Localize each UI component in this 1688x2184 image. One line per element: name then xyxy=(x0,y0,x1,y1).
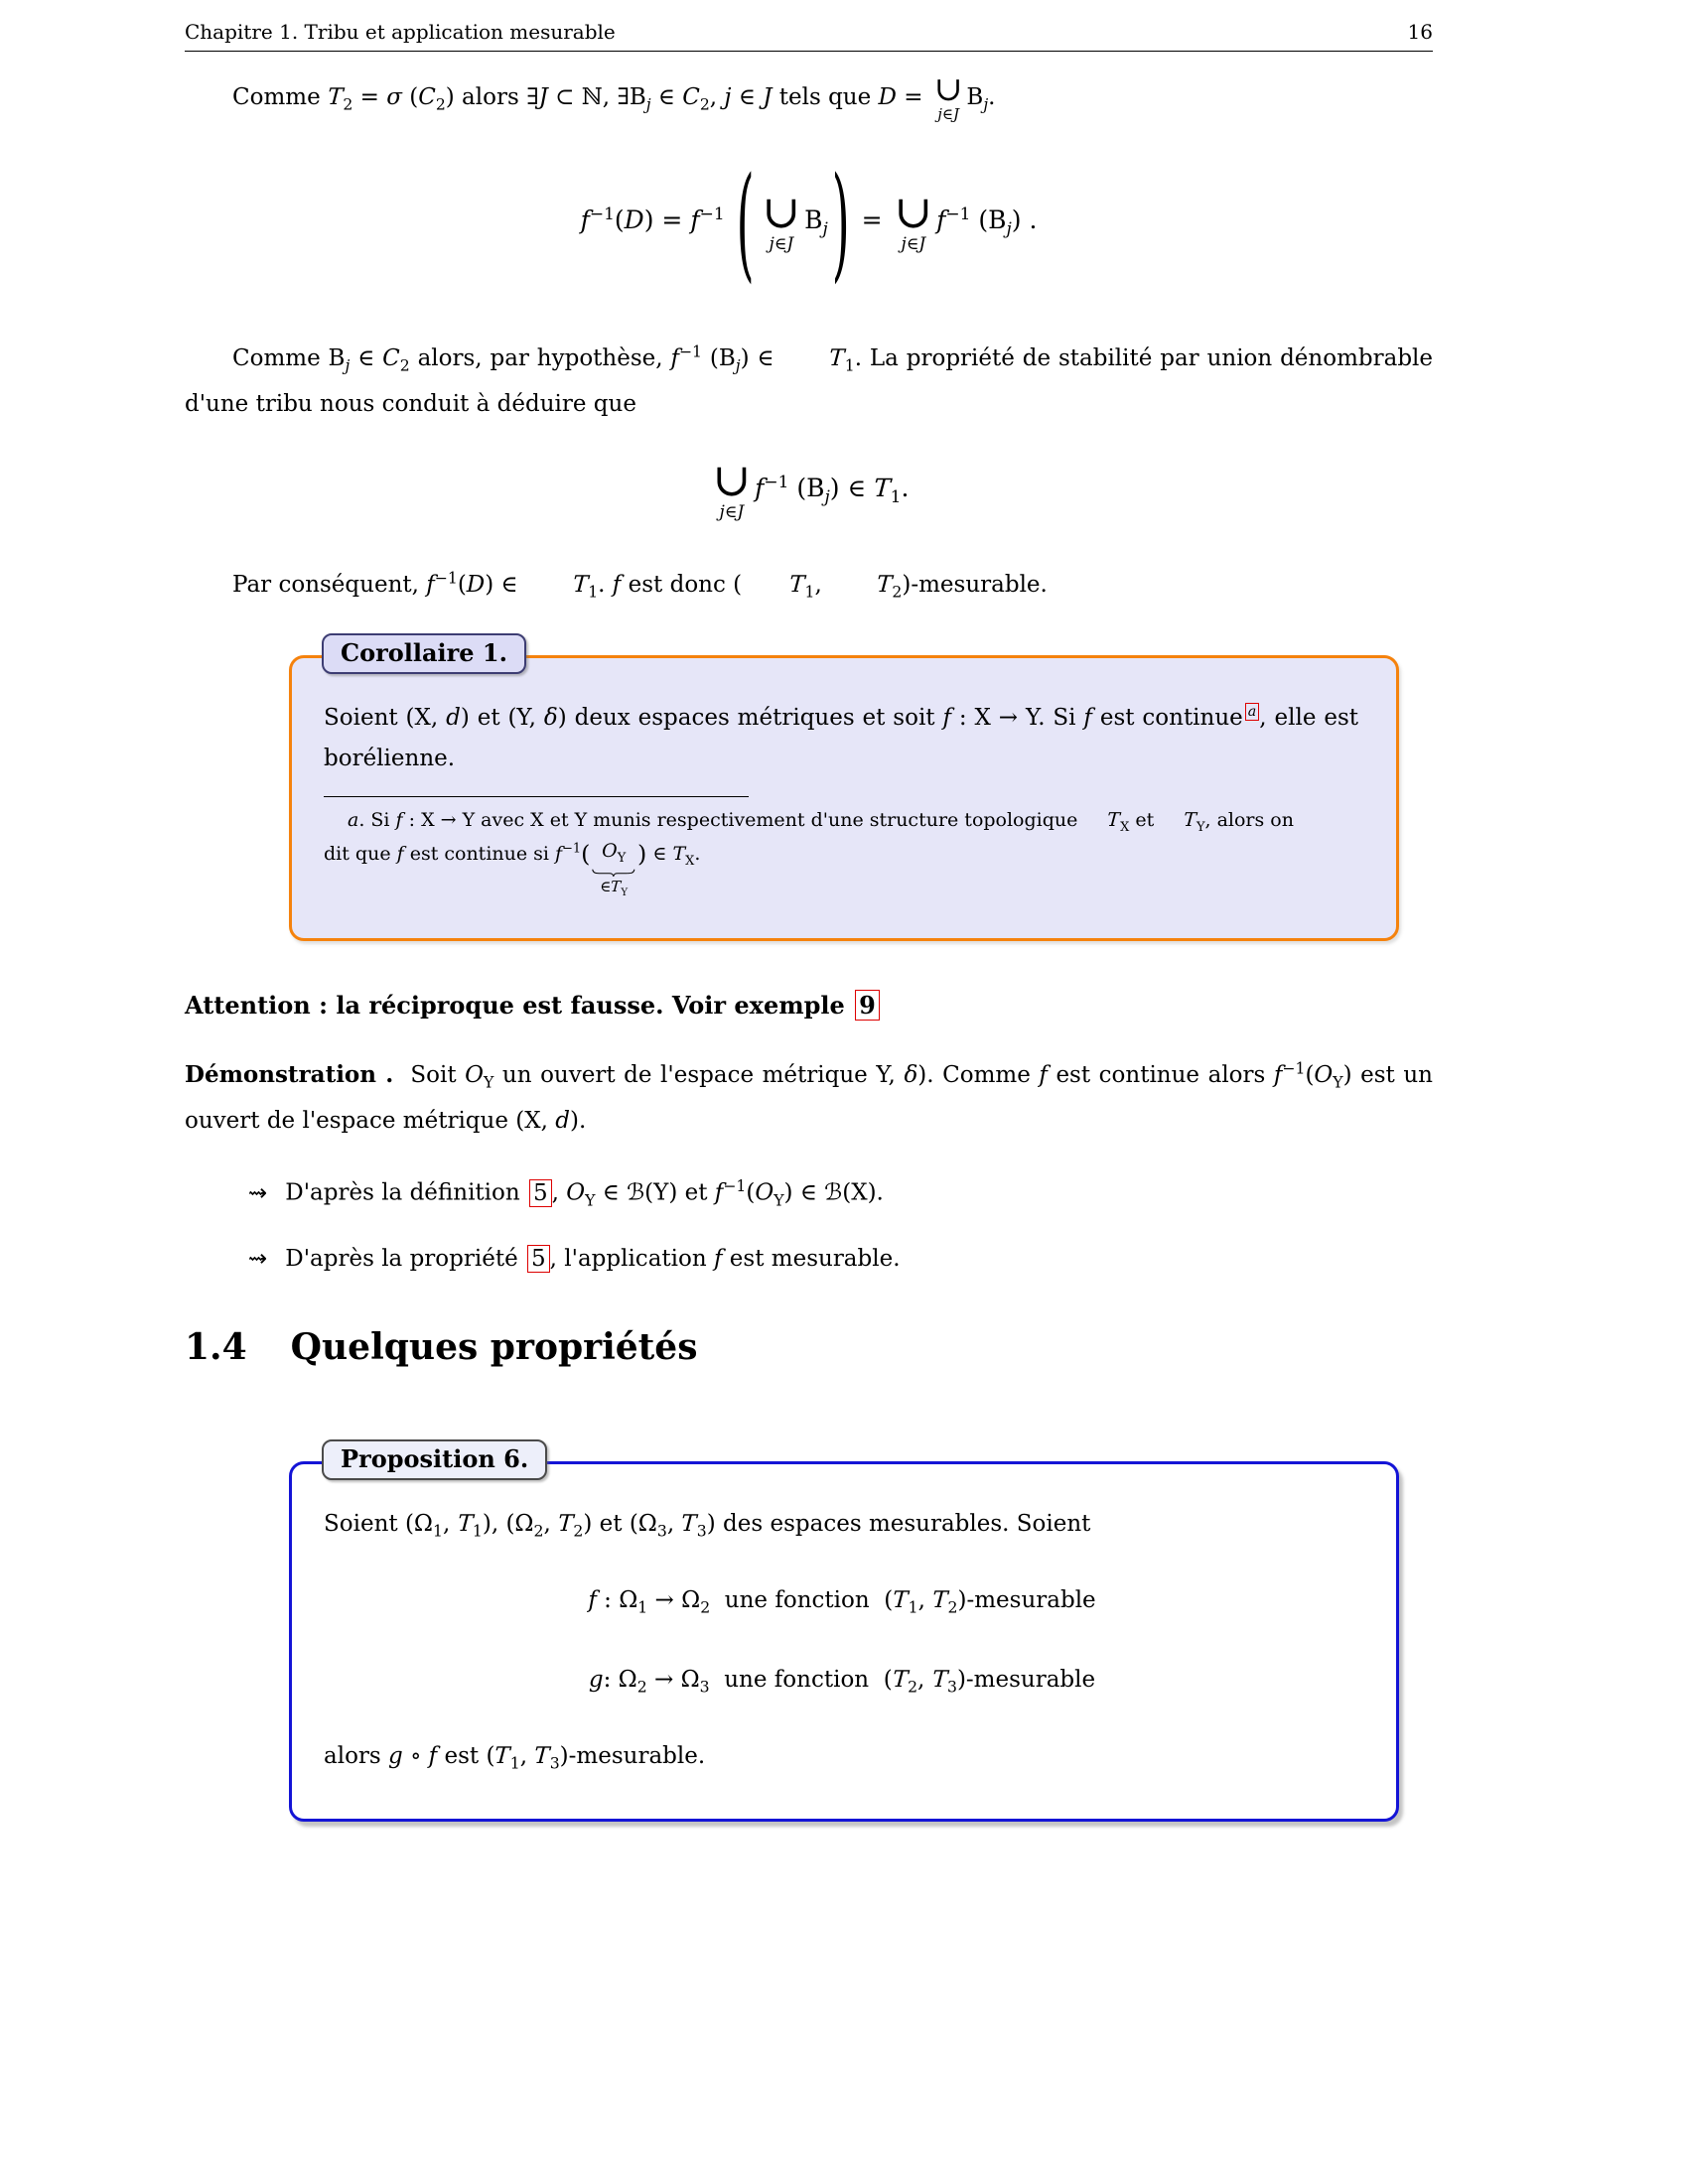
attention-note: Attention : la réciproque est fausse. Voir exemple 9 xyxy=(185,991,880,1020)
underbrace-icon xyxy=(592,869,635,877)
squiggly-arrow-icon: ⇝ xyxy=(248,1179,268,1206)
footnote-line1: a. Si f : X → Y avec X et Y munis respectivement d'une structure topologique $T_X$ et $T_Y$, alors on xyxy=(348,808,1294,835)
proof-item-1 xyxy=(248,1176,1430,1209)
proposition-conclusion: alors g ∘ f est ($T_1$, $T_3$)-mesurable. xyxy=(324,1742,706,1773)
proposition-title: Proposition 6. xyxy=(322,1439,547,1480)
ref-definition-5[interactable]: 5 xyxy=(529,1179,552,1207)
underbrace xyxy=(592,837,635,899)
proposition-line-g: g: $\Omega_2 \to \Omega_3$ une fonction ($T_2$, $T_3$)-mesurable xyxy=(588,1666,1096,1697)
corollary-footnote xyxy=(324,806,1358,900)
footnote-line2-post: ) ∈ $T_X$. xyxy=(637,839,701,869)
paragraph-par-consequent: Par conséquent, $f^{-1}(D)$ ∈ $T_1$. f est donc ( $T_1$, $T_2$)-mesurable. xyxy=(232,568,1048,602)
section-heading xyxy=(185,1326,697,1368)
footnote-a-link[interactable]: a xyxy=(1245,703,1260,721)
proposition-intro: Soient ($\Omega_1$, $T_1$), ($\Omega_2$, $T_2$) et ($\Omega_3$, $T_3$) des espaces mesurables. Soient xyxy=(324,1511,1091,1541)
demonstration-paragraph: Démonstration . Soit $O_Y$ un ouvert de l'espace métrique Y, δ). Comme f est continue alors $f^{-1}(O_Y)$ est un ouvert de l'espace métrique (X, d). xyxy=(185,1058,1433,1134)
proposition-box xyxy=(289,1444,1399,1822)
footnote-rule xyxy=(324,796,749,797)
proof-item-2 xyxy=(248,1246,1430,1272)
corollary-body: Soient (X, d) et (Y, δ) deux espaces métriques et soit f : X → Y. Si f est continue $^a$ , elle est borélienne. xyxy=(324,704,1358,772)
proof-item-2-text: D'après la propriété 5 , l'application f est mesurable. xyxy=(285,1246,901,1272)
underbrace-label: $\in T_Y$ xyxy=(600,878,629,899)
ref-exemple-9[interactable]: 9 xyxy=(855,990,880,1021)
footnote-line2-pre: dit que f est continue si $f^{-1}$( xyxy=(324,839,591,868)
page-header xyxy=(185,20,1433,52)
paragraph-comme-bj: Comme $B_j$ ∈ $C_2$ alors, par hypothèse, $f^{-1}$ $(B_j)$ ∈ $T_1$. La propriété de stabilité par union dénombrable d'une tribu nous conduit à déduire que xyxy=(185,341,1434,417)
corollary-box xyxy=(289,638,1399,941)
proposition-line-f: f : $\Omega_1 \to \Omega_2$ une fonction ($T_1$, $T_2$)-mesurable xyxy=(588,1587,1096,1617)
corollary-title: Corollaire 1. xyxy=(322,633,526,674)
display-equation-1: $f^{-1}(D) = f^{-1}$ ( ∪ j∈J $B_j$) = ∪ j∈J $f^{-1}$ $(B_j)$ . xyxy=(580,149,1038,295)
squiggly-arrow-icon: ⇝ xyxy=(248,1246,268,1272)
section-number: 1.4 xyxy=(185,1326,247,1368)
paragraph-comme-t2: Comme $T_2 = \sigma$ $(C_2)$ alors ∃J ⊂ ℕ, $\exists B_j$ ∈ $C_2$, j ∈ J tels que D = ∪ j∈J $B_j$. xyxy=(232,69,996,124)
chapter-title: Chapitre 1. Tribu et application mesurable xyxy=(185,20,616,44)
proof-item-1-text: D'après la définition 5 , $O_Y$ ∈ ℬ(Y) et $f^{-1}(O_Y)$ ∈ ℬ(X). xyxy=(285,1176,884,1210)
display-equation-2: ∪ j∈J $f^{-1}$ $(B_j)$ ∈ $T_1$. xyxy=(712,453,910,522)
underbrace-content: $O_Y$ xyxy=(602,839,627,866)
section-title: Quelques propriétés xyxy=(290,1326,698,1368)
page-number: 16 xyxy=(1407,20,1433,44)
ref-propriete-5[interactable]: 5 xyxy=(527,1245,550,1273)
